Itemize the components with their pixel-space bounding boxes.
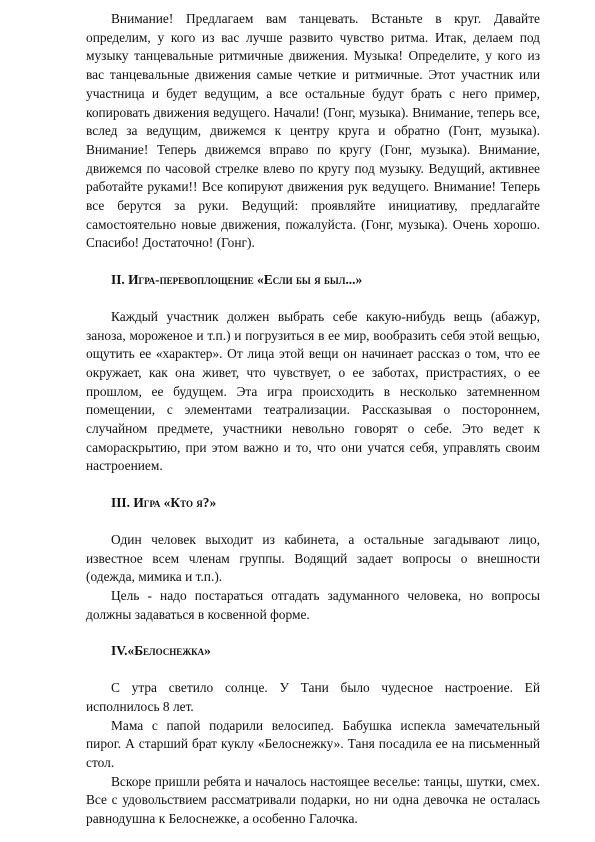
section-heading-2: II. Игра-перевоплощение «Если бы я был...» (111, 272, 363, 288)
section-heading-3: III. Игра «Кто я?» (111, 495, 217, 511)
intro-paragraph: Внимание! Предлагаем вам танцевать. Встаньте в круг. Давайте определим, у кого из вас лучше развито чувство ритма. Итак, делаем под музыку танцевальные ритмичные движения. Музыка! Определите, у кого из вас танцевальные движения самые четкие и ритмичные. Этот участник или участница и будет ведущим, а все остальные будут брать с него пример, копировать движения ведущего. Начали! (Гонг, музыка). Внимание, теперь все, вслед за ведущим, движемся к центру круга и обратно (Гонт, музыка). Внимание! Теперь движемся вправо по кругу (Гонг, музыка). Внимание, движемся по часовой стрелке влево по кругу под музыку. Ведущий, активнее работайте руками!! Все копируют движения рук ведущего. Внимание! Теперь все берутся за руки. Ведущий: проявляйте инициативу, предлагайте самостоятельно новые движения, пожалуйста. (Гонг, музыка). Очень хорошо. Спасибо! Достаточно! (Гонг). (86, 11, 540, 251)
section-4-paragraph-2: Мама с папой подарили велосипед. Бабушка испекла замечательный пирог. А старший брат куклу «Белоснежку». Таня посадила ее на письменный стол. (86, 717, 540, 770)
section-4-paragraph-3: Вскоре пришли ребята и началось настоящее веселье: танцы, шутки, смех. Все с удовольствием рассматривали подарки, но ни одна девочка не осталась равнодушна к Белоснежке, а особенно Галочка. (86, 773, 540, 827)
section-3-paragraph-1: Один человек выходит из кабинета, а остальные загадывают лицо, известное всем членам группы. Водящий задает вопросы о внешности (одежда, мимика и т.п.). (86, 531, 540, 585)
document-body (86, 10, 540, 829)
section-3-paragraph-2: Цель - надо постараться отгадать задуманного человека, но вопросы должны задаваться в косвенной форме. (86, 587, 540, 622)
section-4-paragraph-1: С утра светило солнце. У Тани было чудесное настроение. Ей исполнилось 8 лет. (86, 680, 540, 714)
section-2-paragraph: Каждый участник должен выбрать себе какую-нибудь вещь (абажур, заноза, мороженое и т.п.) и погрузиться в ее мир, вообразить себя этой вещью, ощутить ее «характер». От лица этой вещи он начинает рассказ о том, что ее окружает, как она живет, что чувствует, о ее заботах, пристрастиях, о ее прошлом, ее будущем. Эта игра происходить в несколько затемненном помещении, с элементами театрализации. Рассказывая о постороннем, случайном предмете, участники невольно говорят о себе. Это ведет к самораскрытию, при этом важно и то, что они учатся себя, управлять своим настроением. (86, 308, 540, 474)
section-heading-4: IV.«Белоснежка» (111, 643, 211, 659)
